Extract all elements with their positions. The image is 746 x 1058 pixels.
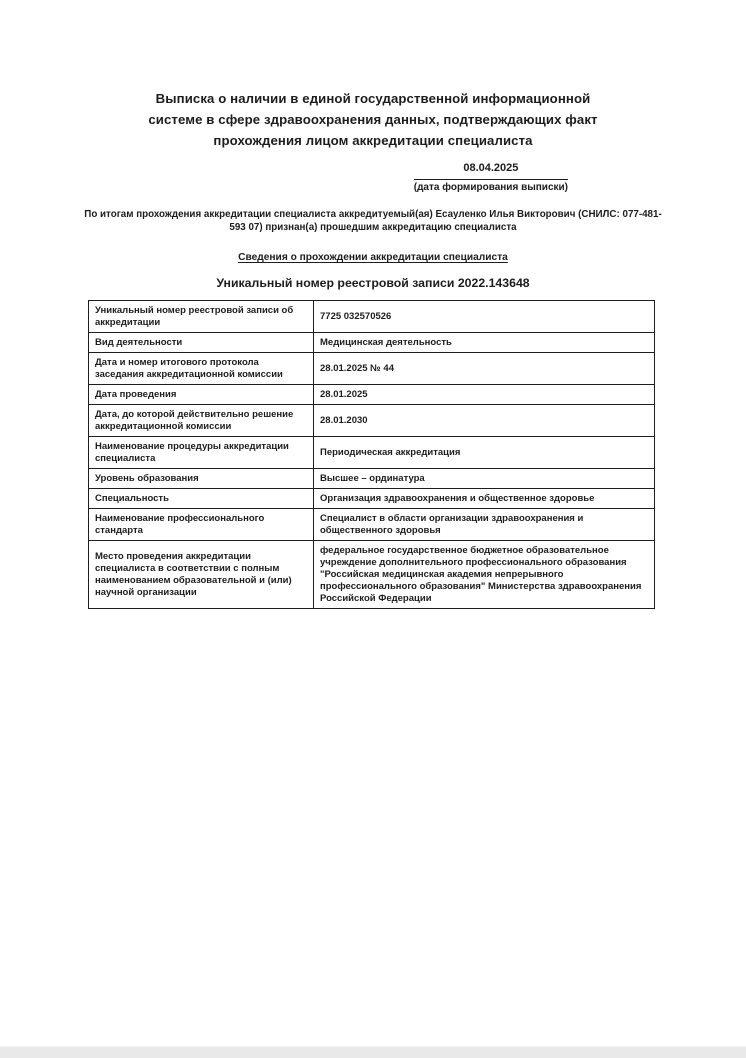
- issue-date-block: [414, 162, 568, 194]
- intro-paragraph: [0, 208, 746, 234]
- row-label: Наименование процедуры аккредитации специалиста: [89, 437, 314, 469]
- table-row: [89, 353, 655, 385]
- table-row: [89, 509, 655, 541]
- table-row: [89, 469, 655, 489]
- row-label: Наименование профессионального стандарта: [89, 509, 314, 541]
- registry-number-heading: Уникальный номер реестровой записи 2022.143648: [216, 276, 530, 290]
- row-value: 28.01.2025: [314, 385, 655, 405]
- bottom-bar: [0, 1046, 746, 1058]
- intro-line: По итогам прохождения аккредитации специалиста аккредитуемый(ая) Есауленко Илья Викторович (СНИЛС: 077-481-: [84, 209, 662, 220]
- row-value: 28.01.2025 № 44: [314, 353, 655, 385]
- accreditation-table-body: [89, 301, 655, 609]
- row-value: федеральное государственное бюджетное образовательное учреждение дополнительного профессионального образования "Российская медицинская академия непрерывного профессионального образования" Министерства здравоохранения Российской Федерации: [314, 541, 655, 609]
- table-row: [89, 385, 655, 405]
- title-line: Выписка о наличии в единой государственной информационной: [155, 91, 591, 106]
- row-value: 7725 032570526: [314, 301, 655, 333]
- row-label: Дата и номер итогового протокола заседания аккредитационной комиссии: [89, 353, 314, 385]
- issue-date-caption: (дата формирования выписки): [414, 179, 568, 194]
- row-label: Уникальный номер реестровой записи об аккредитации: [89, 301, 314, 333]
- table-row: [89, 437, 655, 469]
- row-label: Дата, до которой действительно решение аккредитационной комиссии: [89, 405, 314, 437]
- table-row: [89, 489, 655, 509]
- table-row: [89, 333, 655, 353]
- page-title: [0, 88, 746, 151]
- row-value: Медицинская деятельность: [314, 333, 655, 353]
- table-row: [89, 541, 655, 609]
- intro-line: 593 07) признан(а) прошедшим аккредитацию специалиста: [229, 222, 517, 233]
- title-line: прохождения лицом аккредитации специалиста: [213, 133, 533, 148]
- table-row: [89, 301, 655, 333]
- table-row: [89, 405, 655, 437]
- row-value: Организация здравоохранения и общественное здоровье: [314, 489, 655, 509]
- row-label: Место проведения аккредитации специалиста в соответствии с полным наименованием образовательной и (или) научной организации: [89, 541, 314, 609]
- row-value: Периодическая аккредитация: [314, 437, 655, 469]
- row-value: Специалист в области организации здравоохранения и общественного здоровья: [314, 509, 655, 541]
- row-value: Высшее – ординатура: [314, 469, 655, 489]
- row-label: Специальность: [89, 489, 314, 509]
- row-value: 28.01.2030: [314, 405, 655, 437]
- title-line: системе в сфере здравоохранения данных, подтверждающих факт: [148, 112, 598, 127]
- section-heading: Сведения о прохождении аккредитации специалиста: [238, 252, 508, 263]
- row-label: Дата проведения: [89, 385, 314, 405]
- issue-date: 08.04.2025: [463, 162, 519, 174]
- row-label: Вид деятельности: [89, 333, 314, 353]
- accreditation-table: [88, 300, 655, 609]
- row-label: Уровень образования: [89, 469, 314, 489]
